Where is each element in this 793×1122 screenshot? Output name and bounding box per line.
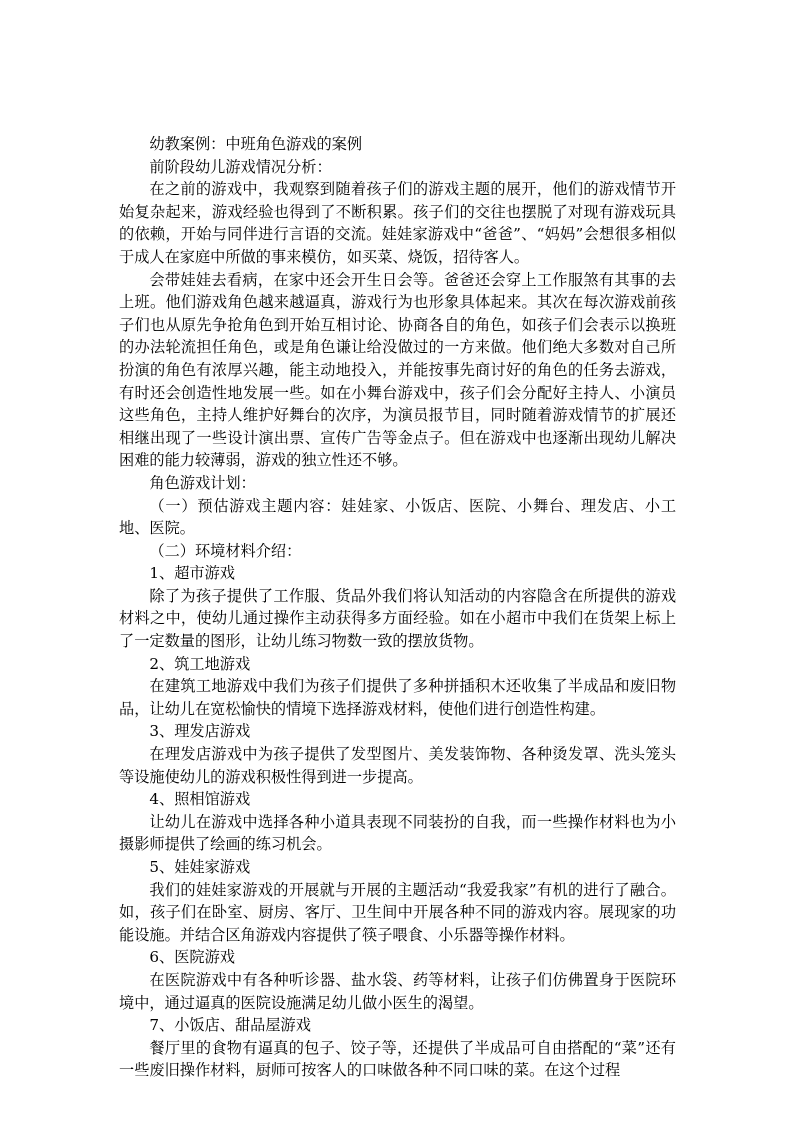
- subheading-supermarket: 1、超市游戏: [149, 564, 235, 583]
- paragraph-doll-house: 我们的娃娃家游戏的开展就与开展的主题活动“我爱我家”有机的进行了融合。如，孩子们在卧室、厨房、客厅、卫生间中开展各种不同的游戏内容。展现家的功能设施。并结合区角游戏内容提供了筷子喂食、小乐器等操作材料。: [119, 880, 676, 944]
- subheading-doll-house: 5、娃娃家游戏: [149, 858, 251, 876]
- document-body: [119, 133, 676, 1082]
- paragraph-hospital: 在医院游戏中有各种听诊器、盐水袋、药等材料，让孩子们仿佛置身于医院环境中，通过逼真的医院设施满足幼儿做小医生的渴望。: [119, 970, 676, 1012]
- document-title: 幼教案例：中班角色游戏的案例: [149, 135, 363, 153]
- paragraph-photo-studio: 让幼儿在游戏中选择各种小道具表现不同装扮的自我，而一些操作材料也为小摄影师提供了绘画的练习机会。: [119, 812, 676, 854]
- subheading-barbershop: 3、理发店游戏: [149, 722, 251, 741]
- paragraph-analysis-2: 会带娃娃去看病，在家中还会开生日会等。爸爸还会穿上工作服煞有其事的去上班。他们游戏角色越来越逼真，游戏行为也形象具体起来。其次在每次游戏前孩子们也从原先争抢角色到开始互相讨论、协商各自的角色，如孩子们会表示以换班的办法轮流担任角色，或是角色谦让给没做过的一方来做。他们绝大多数对自己所扮演的角色有浓厚兴趣，能主动地投入，并能按事先商讨好的角色的任务去游戏，有时还会创造性地发展一些。如在小舞台游戏中，孩子们会分配好主持人、小演员这些角色，主持人维护好舞台的次序，为演员报节目，同时随着游戏情节的扩展还相继出现了一些设计演出票、宣传广告等金点子。但在游戏中也逐渐出现幼儿解决困难的能力较薄弱，游戏的独立性还不够。: [119, 270, 676, 470]
- subheading-hospital: 6、医院游戏: [149, 948, 235, 967]
- section-heading-analysis: 前阶段幼儿游戏情况分析：: [149, 157, 332, 176]
- plan-item-materials: （二）环境材料介绍：: [149, 541, 302, 560]
- paragraph-restaurant: 餐厅里的食物有逼真的包子、饺子等，还提供了半成品可自由搭配的“菜”还有一些废旧操作材料，厨师可按客人的口味做各种不同口味的菜。在这个过程: [119, 1038, 676, 1080]
- subheading-photo-studio: 4、照相馆游戏: [149, 790, 251, 809]
- subheading-construction: 2、筑工地游戏: [149, 654, 251, 673]
- paragraph-supermarket: 除了为孩子提供了工作服、货品外我们将认知活动的内容隐含在所提供的游戏材料之中，使幼儿通过操作主动获得多方面经验。如在小超市中我们在货架上标上了一定数量的图形，让幼儿练习物数一致的摆放货物。: [119, 586, 676, 651]
- paragraph-barbershop: 在理发店游戏中为孩子提供了发型图片、美发装饰物、各种烫发罩、洗头笼头等设施使幼儿的游戏积极性得到进一步提高。: [119, 745, 676, 786]
- paragraph-construction: 在建筑工地游戏中我们为孩子们提供了多种拼插积木还收集了半成品和废旧物品，让幼儿在宽松愉快的情境下选择游戏材料，使他们进行创造性构建。: [119, 677, 676, 718]
- plan-item-themes: （一）预估游戏主题内容：娃娃家、小饭店、医院、小舞台、理发店、小工地、医院。: [119, 496, 676, 538]
- section-heading-plan: 角色游戏计划：: [149, 473, 256, 492]
- paragraph-analysis-1: 在之前的游戏中，我观察到随着孩子们的游戏主题的展开，他们的游戏情节开始复杂起来，游戏经验也得到了不断积累。孩子们的交往也摆脱了对现有游戏玩具的依赖，开始与同伴进行言语的交流。娃娃家游戏中“爸爸”、“妈妈”会想很多相似于成人在家庭中所做的事来模仿，如买菜、烧饭，招待客人。: [119, 180, 676, 266]
- subheading-restaurant: 7、小饭店、甜品屋游戏: [149, 1016, 311, 1035]
